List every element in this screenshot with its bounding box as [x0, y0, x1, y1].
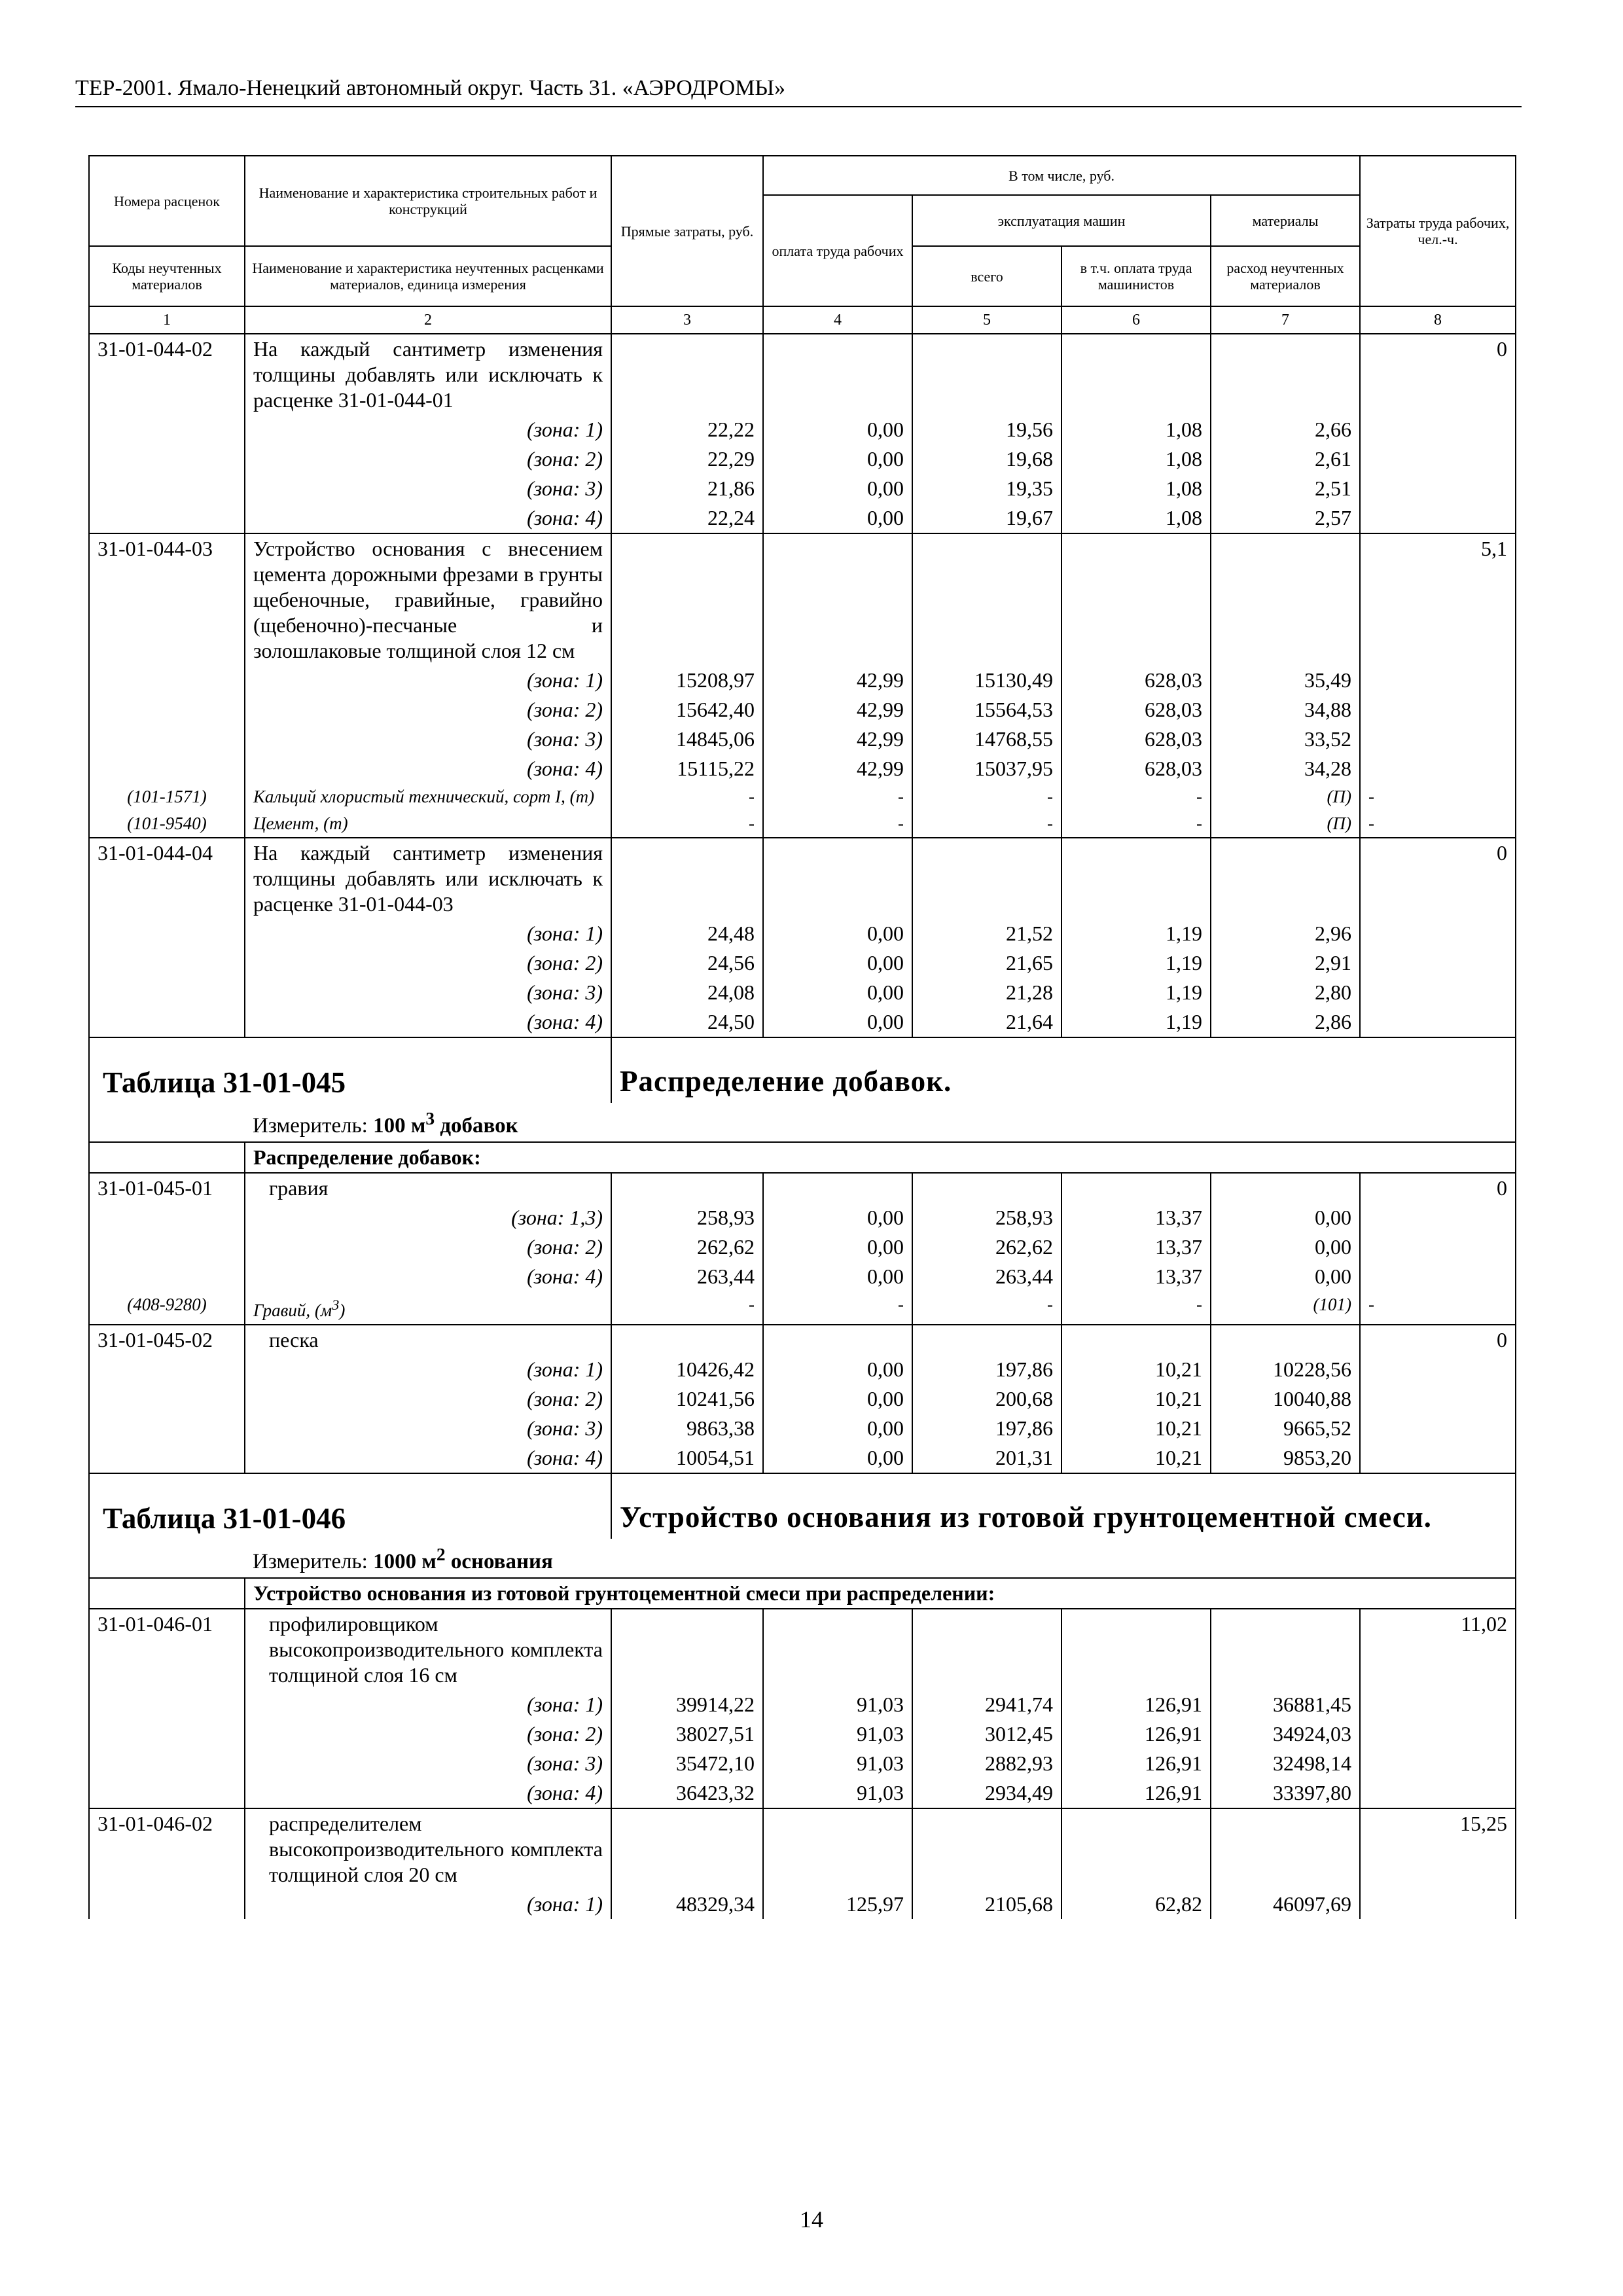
rate-code: 31-01-046-02: [89, 1808, 245, 1890]
machine-total: 263,44: [912, 1262, 1061, 1291]
machine-total: 200,68: [912, 1384, 1061, 1414]
rate-name: гравия: [245, 1173, 611, 1203]
rate-row: [89, 838, 1516, 919]
machinists-pay: 10,21: [1061, 1384, 1211, 1414]
page-header: [75, 73, 1522, 107]
machine-total: 19,56: [912, 415, 1061, 444]
machine-total: 19,35: [912, 474, 1061, 503]
col-num-2: 2: [245, 306, 611, 334]
zone-label: (зона: 2): [245, 1232, 611, 1262]
machine-total: 21,64: [912, 1007, 1061, 1037]
col-including: В том числе, руб.: [763, 156, 1360, 195]
machinists-pay: 1,19: [1061, 919, 1211, 948]
rate-row: [89, 1325, 1516, 1355]
measure: [245, 1539, 1516, 1578]
material-consumption: (П): [1211, 783, 1360, 810]
material-value: -: [912, 810, 1061, 838]
direct-cost: 36423,32: [611, 1778, 763, 1808]
materials-cost: 0,00: [1211, 1262, 1360, 1291]
machinists-pay: 13,37: [1061, 1232, 1211, 1262]
rate-name: На каждый сантиметр изменения толщины добавлять или исключать к расценке 31-01-044-03: [245, 838, 611, 919]
zone-label: (зона: 2): [245, 1384, 611, 1414]
machinists-pay: 1,08: [1061, 444, 1211, 474]
material-value: -: [763, 1291, 912, 1325]
materials-cost: 34,88: [1211, 695, 1360, 725]
rate-name: песка: [245, 1325, 611, 1355]
col-unaccounted-materials: расход неучтенных материалов: [1211, 246, 1360, 306]
zone-row: [89, 1007, 1516, 1037]
machinists-pay: 62,82: [1061, 1890, 1211, 1919]
machine-total: 19,68: [912, 444, 1061, 474]
zone-label: (зона: 1): [245, 1690, 611, 1719]
rate-row: [89, 1173, 1516, 1203]
col-machinists-pay: в т.ч. оплата труда машинистов: [1061, 246, 1211, 306]
col-num-8: 8: [1360, 306, 1516, 334]
machinists-pay: 10,21: [1061, 1443, 1211, 1473]
zone-label: (зона: 4): [245, 1778, 611, 1808]
materials-cost: 46097,69: [1211, 1890, 1360, 1919]
machine-total: 2934,49: [912, 1778, 1061, 1808]
direct-cost: 22,24: [611, 503, 763, 533]
zone-label: (зона: 3): [245, 474, 611, 503]
machinists-pay: 628,03: [1061, 754, 1211, 783]
machinists-pay: 1,08: [1061, 415, 1211, 444]
zone-row: [89, 1262, 1516, 1291]
rate-name: распределителем высокопроизводительного комплекта толщиной слоя 20 см: [245, 1808, 611, 1890]
material-row: [89, 810, 1516, 838]
material-labor: -: [1360, 783, 1516, 810]
col-direct-costs: Прямые затраты, руб.: [611, 156, 763, 306]
direct-cost: 24,50: [611, 1007, 763, 1037]
machinists-pay: 10,21: [1061, 1355, 1211, 1384]
material-value: -: [763, 810, 912, 838]
direct-cost: 10241,56: [611, 1384, 763, 1414]
zone-row: [89, 948, 1516, 978]
direct-cost: 15642,40: [611, 695, 763, 725]
material-code: (101-9540): [89, 810, 245, 838]
direct-cost: 9863,38: [611, 1414, 763, 1443]
zone-row: [89, 978, 1516, 1007]
machinists-pay: 628,03: [1061, 725, 1211, 754]
workers-pay: 91,03: [763, 1778, 912, 1808]
col-machine-operation: эксплуатация машин: [912, 195, 1211, 246]
zone-label: (зона: 2): [245, 695, 611, 725]
machinists-pay: 13,37: [1061, 1203, 1211, 1232]
rate-name: На каждый сантиметр изменения толщины добавлять или исключать к расценке 31-01-044-01: [245, 334, 611, 415]
machine-total: 21,52: [912, 919, 1061, 948]
zone-label: (зона: 3): [245, 1414, 611, 1443]
col-labor: Затраты труда рабочих, чел.-ч.: [1360, 156, 1516, 306]
col-num-3: 3: [611, 306, 763, 334]
machine-total: 2941,74: [912, 1690, 1061, 1719]
col-rate-codes: Коды неучтенных материалов: [89, 246, 245, 306]
col-rate-number: Номера расценок: [89, 156, 245, 246]
material-value: -: [1061, 783, 1211, 810]
zone-label: (зона: 4): [245, 503, 611, 533]
zone-row: [89, 503, 1516, 533]
col-num-4: 4: [763, 306, 912, 334]
workers-pay: 0,00: [763, 1384, 912, 1414]
direct-cost: 24,08: [611, 978, 763, 1007]
direct-cost: 263,44: [611, 1262, 763, 1291]
labor-value: 0: [1360, 838, 1516, 919]
workers-pay: 91,03: [763, 1690, 912, 1719]
measure-value: 100 $м^3$ добавок: [373, 1108, 518, 1138]
col-materials: материалы: [1211, 195, 1360, 246]
zone-row: [89, 1749, 1516, 1778]
rates-table: [88, 155, 1516, 1919]
machine-total: 258,93: [912, 1203, 1061, 1232]
workers-pay: 42,99: [763, 754, 912, 783]
col-machine-total: всего: [912, 246, 1061, 306]
zone-row: [89, 1414, 1516, 1443]
workers-pay: 0,00: [763, 978, 912, 1007]
labor-value: 0: [1360, 1173, 1516, 1203]
zone-row: [89, 666, 1516, 695]
table-number: Таблица 31-01-046: [89, 1473, 611, 1539]
machinists-pay: 13,37: [1061, 1262, 1211, 1291]
zone-row: [89, 474, 1516, 503]
materials-cost: 2,57: [1211, 503, 1360, 533]
labor-value: 0: [1360, 334, 1516, 415]
zone-label: (зона: 3): [245, 1749, 611, 1778]
table-title: Распределение добавок.: [611, 1037, 1516, 1103]
material-consumption: (П): [1211, 810, 1360, 838]
materials-cost: 34,28: [1211, 754, 1360, 783]
measure-value: 1000 $м^2$ основания: [373, 1544, 553, 1573]
machine-total: 15130,49: [912, 666, 1061, 695]
workers-pay: 42,99: [763, 666, 912, 695]
workers-pay: 91,03: [763, 1749, 912, 1778]
workers-pay: 91,03: [763, 1719, 912, 1749]
rate-row: [89, 1609, 1516, 1690]
machine-total: 197,86: [912, 1414, 1061, 1443]
direct-cost: 262,62: [611, 1232, 763, 1262]
labor-value: 15,25: [1360, 1808, 1516, 1890]
machine-total: 14768,55: [912, 725, 1061, 754]
col-num-5: 5: [912, 306, 1061, 334]
machine-total: 19,67: [912, 503, 1061, 533]
rate-row: [89, 1808, 1516, 1890]
direct-cost: 24,56: [611, 948, 763, 978]
table-heading: [89, 1473, 1516, 1539]
materials-cost: 2,66: [1211, 415, 1360, 444]
material-value: -: [611, 1291, 763, 1325]
zone-label: (зона: 4): [245, 754, 611, 783]
rate-code: 31-01-045-01: [89, 1173, 245, 1203]
workers-pay: 0,00: [763, 948, 912, 978]
zone-row: [89, 695, 1516, 725]
material-consumption: (101): [1211, 1291, 1360, 1325]
measure-label: Измеритель:: [253, 1550, 374, 1573]
zone-row: [89, 444, 1516, 474]
zone-row: [89, 1384, 1516, 1414]
material-name: Кальций хлористый технический, сорт I, (т): [245, 783, 611, 810]
workers-pay: 0,00: [763, 1355, 912, 1384]
materials-cost: 2,86: [1211, 1007, 1360, 1037]
material-value: -: [912, 1291, 1061, 1325]
table-title: Устройство основания из готовой грунтоцементной смеси.: [611, 1473, 1516, 1539]
labor-value: 11,02: [1360, 1609, 1516, 1690]
zone-label: (зона: 4): [245, 1007, 611, 1037]
zone-row: [89, 754, 1516, 783]
machine-total: 201,31: [912, 1443, 1061, 1473]
measure-row: [89, 1103, 1516, 1142]
col-work-name: Наименование и характеристика строительных работ и конструкций: [245, 156, 611, 246]
material-labor: -: [1360, 810, 1516, 838]
machinists-pay: 126,91: [1061, 1690, 1211, 1719]
zone-label: (зона: 1): [245, 666, 611, 695]
workers-pay: 0,00: [763, 503, 912, 533]
materials-cost: 0,00: [1211, 1203, 1360, 1232]
materials-cost: 2,61: [1211, 444, 1360, 474]
zone-row: [89, 1355, 1516, 1384]
workers-pay: 42,99: [763, 725, 912, 754]
direct-cost: 15208,97: [611, 666, 763, 695]
direct-cost: 22,22: [611, 415, 763, 444]
zone-label: (зона: 2): [245, 444, 611, 474]
zone-label: (зона: 1): [245, 1355, 611, 1384]
zone-row: [89, 919, 1516, 948]
materials-cost: 2,96: [1211, 919, 1360, 948]
workers-pay: 125,97: [763, 1890, 912, 1919]
direct-cost: 258,93: [611, 1203, 763, 1232]
zone-row: [89, 1719, 1516, 1749]
workers-pay: 0,00: [763, 1443, 912, 1473]
col-num-1: 1: [89, 306, 245, 334]
machinists-pay: 1,19: [1061, 1007, 1211, 1037]
col-workers-pay: оплата труда рабочих: [763, 195, 912, 306]
workers-pay: 0,00: [763, 444, 912, 474]
zone-label: (зона: 3): [245, 725, 611, 754]
material-value: -: [763, 783, 912, 810]
zone-label: (зона: 2): [245, 1719, 611, 1749]
direct-cost: 35472,10: [611, 1749, 763, 1778]
direct-cost: 48329,34: [611, 1890, 763, 1919]
rate-code: 31-01-045-02: [89, 1325, 245, 1355]
labor-value: 5,1: [1360, 533, 1516, 666]
col-num-7: 7: [1211, 306, 1360, 334]
workers-pay: 0,00: [763, 1262, 912, 1291]
machine-total: 197,86: [912, 1355, 1061, 1384]
materials-cost: 9853,20: [1211, 1443, 1360, 1473]
machinists-pay: 628,03: [1061, 695, 1211, 725]
rate-code: 31-01-046-01: [89, 1609, 245, 1690]
zone-row: [89, 1203, 1516, 1232]
labor-value: 0: [1360, 1325, 1516, 1355]
machine-total: 2105,68: [912, 1890, 1061, 1919]
direct-cost: 10426,42: [611, 1355, 763, 1384]
zone-label: (зона: 1): [245, 1890, 611, 1919]
zone-row: [89, 1778, 1516, 1808]
direct-cost: 15115,22: [611, 754, 763, 783]
zone-label: (зона: 1): [245, 415, 611, 444]
machinists-pay: 126,91: [1061, 1778, 1211, 1808]
zone-label: (зона: 1): [245, 919, 611, 948]
workers-pay: 0,00: [763, 1232, 912, 1262]
zone-row: [89, 1690, 1516, 1719]
machinists-pay: 1,19: [1061, 978, 1211, 1007]
col-material-name: Наименование и характеристика неучтенных расценками материалов, единица измерения: [245, 246, 611, 306]
zone-label: (зона: 3): [245, 978, 611, 1007]
zone-label: (зона: 2): [245, 948, 611, 978]
zone-row: [89, 725, 1516, 754]
materials-cost: 35,49: [1211, 666, 1360, 695]
rate-name: Устройство основания с внесением цемента дорожными фрезами в грунты щебеночные, гравийные, гравийно (щебеночно)-песчаные и золошлаковые толщиной слоя 12 см: [245, 533, 611, 666]
machine-total: 262,62: [912, 1232, 1061, 1262]
zone-row: [89, 1443, 1516, 1473]
materials-cost: 34924,03: [1211, 1719, 1360, 1749]
subheading-row: [89, 1578, 1516, 1609]
materials-cost: 2,80: [1211, 978, 1360, 1007]
workers-pay: 42,99: [763, 695, 912, 725]
rate-code: 31-01-044-04: [89, 838, 245, 919]
direct-cost: 10054,51: [611, 1443, 763, 1473]
machinists-pay: 126,91: [1061, 1749, 1211, 1778]
machine-total: 21,28: [912, 978, 1061, 1007]
rate-name: профилировщиком высокопроизводительного комплекта толщиной слоя 16 см: [245, 1609, 611, 1690]
measure-label: Измеритель:: [253, 1114, 374, 1138]
materials-cost: 10040,88: [1211, 1384, 1360, 1414]
rate-code: 31-01-044-03: [89, 533, 245, 666]
materials-cost: 36881,45: [1211, 1690, 1360, 1719]
materials-cost: 2,51: [1211, 474, 1360, 503]
workers-pay: 0,00: [763, 474, 912, 503]
workers-pay: 0,00: [763, 1203, 912, 1232]
direct-cost: 24,48: [611, 919, 763, 948]
subheading: Устройство основания из готовой грунтоцементной смеси при распределении:: [245, 1578, 1516, 1609]
zone-label: (зона: 4): [245, 1262, 611, 1291]
subheading: Распределение добавок:: [245, 1142, 1516, 1173]
zone-row: [89, 1890, 1516, 1919]
materials-cost: 2,91: [1211, 948, 1360, 978]
zone-row: [89, 415, 1516, 444]
machinists-pay: 10,21: [1061, 1414, 1211, 1443]
material-name: Гравий, $(м^3)$: [245, 1291, 611, 1325]
material-value: -: [912, 783, 1061, 810]
materials-cost: 9665,52: [1211, 1414, 1360, 1443]
zone-row: [89, 1232, 1516, 1262]
direct-cost: 38027,51: [611, 1719, 763, 1749]
machinists-pay: 1,19: [1061, 948, 1211, 978]
workers-pay: 0,00: [763, 1414, 912, 1443]
table-number: Таблица 31-01-045: [89, 1037, 611, 1103]
machinists-pay: 126,91: [1061, 1719, 1211, 1749]
material-row: [89, 783, 1516, 810]
workers-pay: 0,00: [763, 919, 912, 948]
material-name: Цемент, (т): [245, 810, 611, 838]
material-value: -: [611, 783, 763, 810]
machine-total: 15037,95: [912, 754, 1061, 783]
material-code: (101-1571): [89, 783, 245, 810]
table-header: [89, 156, 1516, 334]
machine-total: 21,65: [912, 948, 1061, 978]
machine-total: 3012,45: [912, 1719, 1061, 1749]
rate-code: 31-01-044-02: [89, 334, 245, 415]
materials-cost: 10228,56: [1211, 1355, 1360, 1384]
material-value: -: [611, 810, 763, 838]
rate-row: [89, 533, 1516, 666]
machine-total: 2882,93: [912, 1749, 1061, 1778]
machinists-pay: 628,03: [1061, 666, 1211, 695]
measure: [245, 1103, 1516, 1142]
material-value: -: [1061, 1291, 1211, 1325]
machinists-pay: 1,08: [1061, 474, 1211, 503]
material-labor: -: [1360, 1291, 1516, 1325]
measure-row: [89, 1539, 1516, 1578]
direct-cost: 22,29: [611, 444, 763, 474]
subheading-row: [89, 1142, 1516, 1173]
material-value: -: [1061, 810, 1211, 838]
material-code: (408-9280): [89, 1291, 245, 1325]
machinists-pay: 1,08: [1061, 503, 1211, 533]
workers-pay: 0,00: [763, 1007, 912, 1037]
materials-cost: 33397,80: [1211, 1778, 1360, 1808]
direct-cost: 39914,22: [611, 1690, 763, 1719]
page-number: 14: [800, 2206, 823, 2233]
zone-label: (зона: 1,3): [245, 1203, 611, 1232]
document-title: ТЕР-2001. Ямало-Ненецкий автономный округ. Часть 31. «АЭРОДРОМЫ»: [75, 76, 786, 100]
materials-cost: 33,52: [1211, 725, 1360, 754]
direct-cost: 14845,06: [611, 725, 763, 754]
materials-cost: 0,00: [1211, 1232, 1360, 1262]
machine-total: 15564,53: [912, 695, 1061, 725]
zone-label: (зона: 4): [245, 1443, 611, 1473]
direct-cost: 21,86: [611, 474, 763, 503]
rate-row: [89, 334, 1516, 415]
table-heading: [89, 1037, 1516, 1103]
workers-pay: 0,00: [763, 415, 912, 444]
materials-cost: 32498,14: [1211, 1749, 1360, 1778]
material-row: [89, 1291, 1516, 1325]
col-num-6: 6: [1061, 306, 1211, 334]
